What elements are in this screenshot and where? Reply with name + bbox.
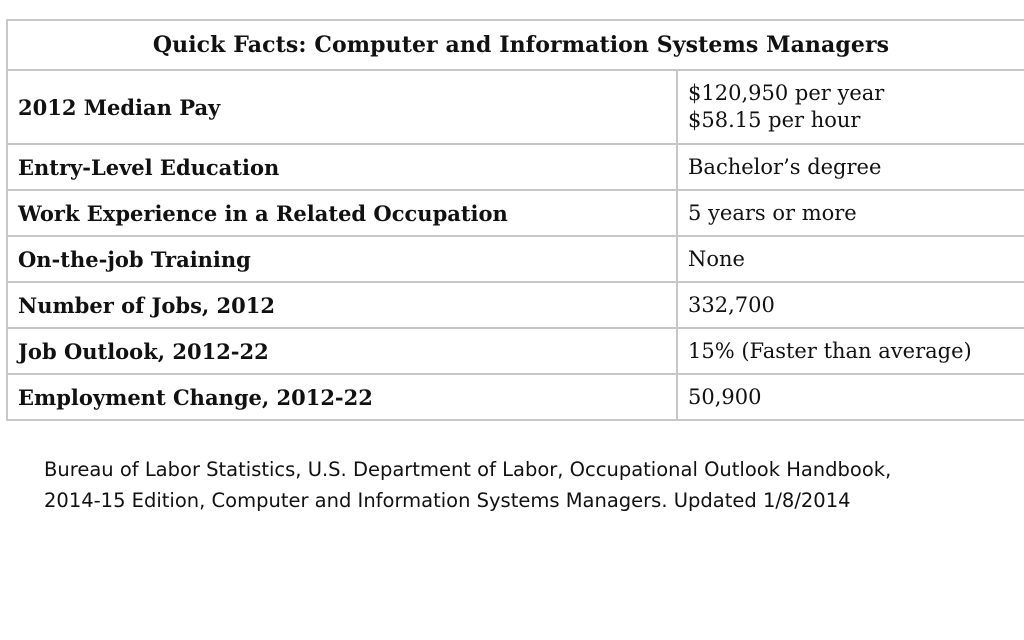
row-value-job-outlook: 15% (Faster than average) [677, 328, 1024, 374]
table-row [7, 328, 1024, 374]
table-row [7, 70, 1024, 144]
row-label-number-of-jobs: Number of Jobs, 2012 [7, 282, 677, 328]
source-citation [44, 454, 974, 516]
table-row [7, 374, 1024, 420]
row-value-number-of-jobs: 332,700 [677, 282, 1024, 328]
row-label-entry-education: Entry-Level Education [7, 144, 677, 190]
median-pay-hourly: $58.15 per hour [688, 108, 861, 132]
table-title: Quick Facts: Computer and Information Systems Managers [7, 20, 1024, 70]
table-title-row [7, 20, 1024, 70]
source-citation-line-1: Bureau of Labor Statistics, U.S. Department of Labor, Occupational Outlook Handbook, [44, 458, 892, 481]
row-label-median-pay: 2012 Median Pay [7, 70, 677, 144]
median-pay-yearly: $120,950 per year [688, 81, 885, 105]
quick-facts-table [6, 19, 1024, 421]
row-value-median-pay [677, 70, 1024, 144]
row-label-on-the-job-training: On-the-job Training [7, 236, 677, 282]
row-label-work-experience: Work Experience in a Related Occupation [7, 190, 677, 236]
table-row [7, 282, 1024, 328]
table-row [7, 144, 1024, 190]
row-label-job-outlook: Job Outlook, 2012-22 [7, 328, 677, 374]
row-value-entry-education: Bachelor’s degree [677, 144, 1024, 190]
table-row [7, 190, 1024, 236]
row-value-employment-change: 50,900 [677, 374, 1024, 420]
source-citation-line-2: 2014-15 Edition, Computer and Information Systems Managers. Updated 1/8/2014 [44, 489, 851, 512]
row-value-on-the-job-training: None [677, 236, 1024, 282]
row-value-work-experience: 5 years or more [677, 190, 1024, 236]
table-row [7, 236, 1024, 282]
row-label-employment-change: Employment Change, 2012-22 [7, 374, 677, 420]
